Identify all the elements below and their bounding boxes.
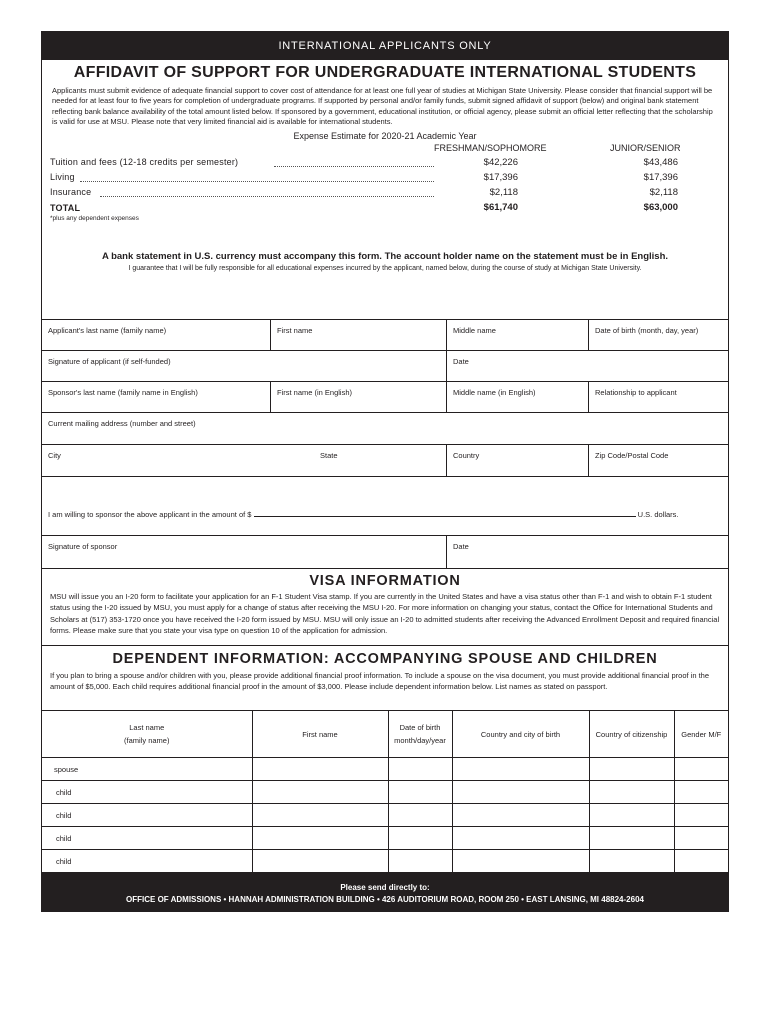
dob-cell[interactable] [388,804,452,827]
sponsor-amount-prefix: I am willing to sponsor the above applicant in the amount of $ [48,510,252,519]
row-insurance-label: Insurance [50,186,92,197]
first-name-cell[interactable] [252,758,388,781]
sponsor-row [42,381,728,412]
row-type: child [56,833,72,843]
visa-text: MSU will issue you an I-20 form to facilitate your application for an F-1 Student Visa stamp. If you are currently in the United States and have a visa status other than F-1 and wish to obtain F-1 student status using the I-20 issued by MSU, you must apply for a change of status after receiving the MSU I-20. For more information on changing your status, contact the Office for International Students and Scholars at (517) 353-1720 once you have received the I-20 form issued by MSU. MSU will only issue an I-20 to admitted students after receiving the Advanced Enrollment Deposit and required financial forms. Please make sure that you state your visa type on question 10 of the application for admission. [50,592,720,636]
zip-field[interactable]: Zip Code/Postal Code [588,445,728,476]
gender-cell[interactable] [674,850,728,873]
row-tuition-label: Tuition and fees (12-18 credits per semester) [50,156,239,167]
sponsor-signature-row [42,535,728,568]
footer-line1: Please send directly to: [340,883,430,892]
footer [42,873,728,911]
country-field[interactable]: Country [446,445,588,476]
applicant-signature-field[interactable]: Signature of applicant (if self-funded) [48,357,171,366]
row-type-label[interactable] [42,850,252,873]
dependent-text: If you plan to bring a spouse and/or children with you, please provide additional financial proof information. To include a spouse on the visa document, you must provide additional financial proof in the amount of $5,000. Each child requires additional financial proof in the amount of $3,000. Please include dependent information below. List names as stated on passport. [50,671,710,692]
first-name-cell[interactable] [252,850,388,873]
col-freshman: FRESHMAN/SOPHOMORE [434,142,547,153]
city-label: City [48,451,61,460]
gender-cell[interactable] [674,827,728,850]
citizenship-cell[interactable] [589,850,674,873]
dependent-header-row [42,711,728,758]
guarantee-text: I guarantee that I will be fully responsible for all educational expenses incurred by the applicant, named below, during the course of study at Michigan State University. [128,264,642,272]
expense-heading: Expense Estimate for 2020-21 Academic Year [293,130,477,141]
applicant-row [42,319,728,350]
first-name-cell[interactable] [252,781,388,804]
expense-table [42,141,728,213]
relationship-field[interactable]: Relationship to applicant [588,382,728,412]
amount-line[interactable] [254,511,636,517]
dob-cell[interactable] [388,781,452,804]
gender-cell[interactable] [674,781,728,804]
leader-dots [80,181,434,182]
table-row [42,827,728,850]
sponsor-last-name-field[interactable]: Sponsor's last name (family name in English) [48,388,198,397]
sponsor-middle-name-field[interactable]: Middle name (in English) [446,382,588,412]
birthplace-cell[interactable] [452,827,589,850]
dependent-note: *plus any dependent expenses [50,214,139,222]
applicant-dob-field[interactable]: Date of birth (month, day, year) [588,320,728,350]
header-first-name: First name [252,711,388,758]
sponsor-amount-suffix: U.S. dollars. [637,510,679,519]
first-name-cell[interactable] [252,804,388,827]
applicant-date-field[interactable]: Date [446,351,728,381]
birthplace-cell[interactable] [452,758,589,781]
sponsor-amount-field[interactable] [42,477,728,535]
total-label: TOTAL [50,202,81,213]
dependent-title: DEPENDENT INFORMATION: ACCOMPANYING SPOUSE AND CHILDREN [112,651,658,667]
gender-cell[interactable] [674,804,728,827]
total-fs: $61,740 [483,201,518,213]
sponsor-signature-field[interactable]: Signature of sponsor [48,542,118,551]
sponsor-amount-row [42,476,728,535]
table-row [42,804,728,827]
city-field[interactable] [42,445,446,476]
row-type-label[interactable] [42,758,252,781]
birthplace-cell[interactable] [452,850,589,873]
dob-cell[interactable] [388,827,452,850]
row-type: child [56,787,72,797]
intro-text: Applicants must submit evidence of adequate financial support to cover cost of attendance for at least one full year of studies at Michigan State University. Please consider that financial support will be needed for at least four to five years for completion of undergraduate programs. If supported by personal and/or family funds, submit signed affidavit of support (below) and original bank statement reflecting bank balance availability of the total amount listed below. If sponsored by a government, educational institution, or official agency, please submit an official letter reflecting that the scholarship is valid for use at MSU. Please note that very limited financial aid is available for international students. [52,86,713,127]
insurance-js: $2,118 [649,186,678,198]
row-type-label[interactable] [42,804,252,827]
dependent-section [42,645,728,693]
banner: INTERNATIONAL APPLICANTS ONLY [42,32,728,60]
header-last-name-line2: (family name) [124,736,170,745]
address-row [42,412,728,444]
dob-cell[interactable] [388,758,452,781]
city-row [42,444,728,476]
header-last-name-line1: Last name [129,723,165,732]
affidavit-page [41,31,729,912]
row-type: child [56,810,72,820]
total-js: $63,000 [643,201,678,213]
bank-notice: A bank statement in U.S. currency must accompany this form. The account holder name on the statement must be in English. [101,250,669,262]
header-dob-line1: Date of birth [399,723,441,732]
citizenship-cell[interactable] [589,827,674,850]
header-last-name [42,711,252,758]
header-dob-line2: month/day/year [394,736,446,745]
col-junior: JUNIOR/SENIOR [610,142,681,153]
row-living-label: Living [50,171,75,182]
tuition-fs: $42,226 [483,156,518,168]
applicant-first-name-field[interactable]: First name [270,320,446,350]
sponsor-date-field[interactable]: Date [446,536,728,568]
gender-cell[interactable] [674,758,728,781]
applicant-last-name-field[interactable]: Applicant's last name (family name) [48,326,167,335]
state-label[interactable]: State [320,451,338,460]
living-fs: $17,396 [483,171,518,183]
table-row [42,781,728,804]
mailing-address-field[interactable]: Current mailing address (number and street) [48,419,196,428]
citizenship-cell[interactable] [589,804,674,827]
birthplace-cell[interactable] [452,781,589,804]
applicant-signature-row [42,350,728,381]
footer-address: OFFICE OF ADMISSIONS • HANNAH ADMINISTRATION BUILDING • 426 AUDITORIUM ROAD, ROOM 250 • EAST LANSING, MI 48824-2604 [126,895,644,904]
header-birthplace: Country and city of birth [452,711,589,758]
birthplace-cell[interactable] [452,804,589,827]
header-citizenship: Country of citizenship [589,711,674,758]
leader-dots [100,196,434,197]
row-type: child [56,856,72,866]
page-title: AFFIDAVIT OF SUPPORT FOR UNDERGRADUATE INTERNATIONAL STUDENTS [73,64,697,81]
leader-dots [274,166,434,167]
row-type: spouse [54,764,79,774]
tuition-js: $43,486 [643,156,678,168]
citizenship-cell[interactable] [589,781,674,804]
table-row [42,758,728,781]
visa-title: VISA INFORMATION [309,573,461,589]
header-dob [388,711,452,758]
citizenship-cell[interactable] [589,758,674,781]
dob-cell[interactable] [388,850,452,873]
row-type-label[interactable] [42,781,252,804]
dependent-table [42,710,728,873]
table-row [42,850,728,873]
insurance-fs: $2,118 [489,186,518,198]
living-js: $17,396 [643,171,678,183]
visa-section [42,568,728,637]
row-type-label[interactable] [42,827,252,850]
applicant-middle-name-field[interactable]: Middle name [446,320,588,350]
header-gender: Gender M/F [674,711,728,758]
sponsor-first-name-field[interactable]: First name (in English) [270,382,446,412]
first-name-cell[interactable] [252,827,388,850]
